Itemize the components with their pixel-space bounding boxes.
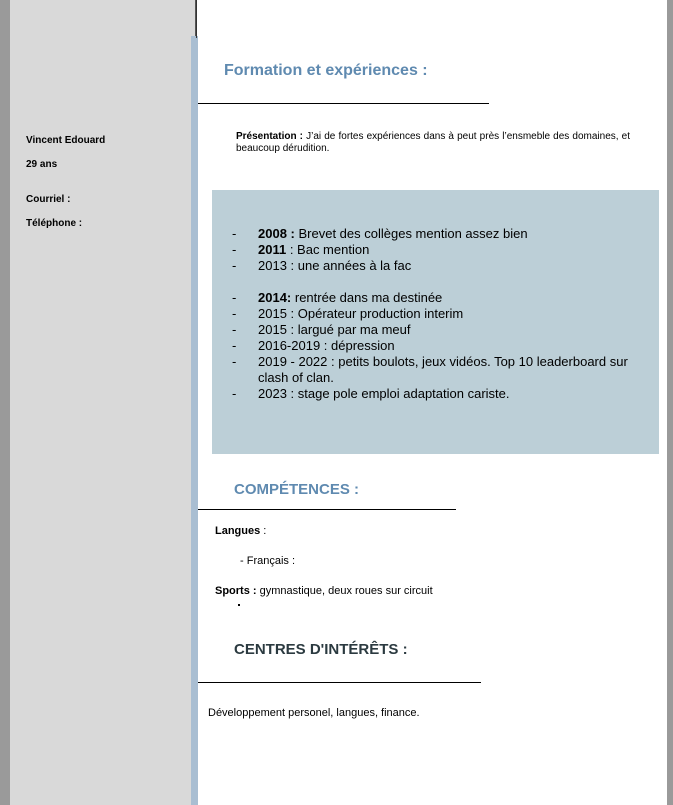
email-label: Courriel : xyxy=(26,194,71,205)
competences-rule xyxy=(198,509,456,510)
cv-page xyxy=(10,0,667,805)
timeline-text: rentrée dans ma destinée xyxy=(291,290,443,305)
interets-text: Développement personel, langues, finance. xyxy=(208,707,420,719)
interets-rule xyxy=(198,682,481,683)
sidebar xyxy=(10,0,196,805)
sports-label: Sports : xyxy=(215,585,257,597)
presentation-text: J’ai de fortes expériences dans à peut près l’ensmeble des domaines, et beaucoup dérudition. xyxy=(236,131,630,154)
timeline-text: Brevet des collèges mention assez bien xyxy=(294,226,528,241)
timeline-year: 2011 xyxy=(258,242,287,257)
timeline-item xyxy=(232,306,652,322)
top-divider xyxy=(196,0,197,38)
timeline-year: 2008 : xyxy=(258,226,295,241)
timeline-item xyxy=(232,226,652,242)
timeline-text: 2015 : largué par ma meuf xyxy=(258,322,411,337)
francais-line: - Français : xyxy=(240,555,296,567)
langues-suffix: : xyxy=(260,525,267,537)
timeline-text: 2015 : Opérateur production interim xyxy=(258,306,464,321)
sports-line xyxy=(215,585,433,598)
timeline-item xyxy=(232,258,652,274)
interets-title: CENTRES D'INTÉRÊTS : xyxy=(234,641,408,658)
timeline-text: 2019 - 2022 : petits boulots, jeux vidéos. Top 10 leaderboard sur clash of clan. xyxy=(258,354,628,385)
timeline-item xyxy=(232,322,652,338)
formation-title: Formation et expériences : xyxy=(224,62,428,79)
timeline-item xyxy=(232,290,652,306)
timeline-item xyxy=(232,338,652,354)
timeline-item xyxy=(232,386,652,402)
presentation xyxy=(236,131,630,155)
timeline-item xyxy=(232,354,652,386)
timeline-text: 2013 : une années à la fac xyxy=(258,258,412,273)
candidate-age: 29 ans xyxy=(26,159,58,170)
langues-label: Langues xyxy=(215,525,261,537)
timeline-text: 2016-2019 : dépression xyxy=(258,338,395,353)
stray-dot xyxy=(238,604,240,606)
sports-text: gymnastique, deux roues sur circuit xyxy=(256,585,433,597)
sidebar-accent-bar xyxy=(191,36,198,805)
timeline-year: 2014: xyxy=(258,290,292,305)
candidate-name: Vincent Edouard xyxy=(26,135,106,146)
langues-line xyxy=(215,525,266,538)
presentation-label: Présentation : xyxy=(236,131,304,142)
timeline-text: : Bac mention xyxy=(286,242,370,257)
timeline-list xyxy=(232,226,652,402)
competences-title: COMPÉTENCES : xyxy=(234,481,360,498)
timeline-box xyxy=(212,190,659,454)
phone-label: Téléphone : xyxy=(26,218,83,229)
formation-rule xyxy=(198,103,489,104)
timeline-item xyxy=(232,242,652,258)
timeline-text: 2023 : stage pole emploi adaptation cariste. xyxy=(258,386,510,401)
